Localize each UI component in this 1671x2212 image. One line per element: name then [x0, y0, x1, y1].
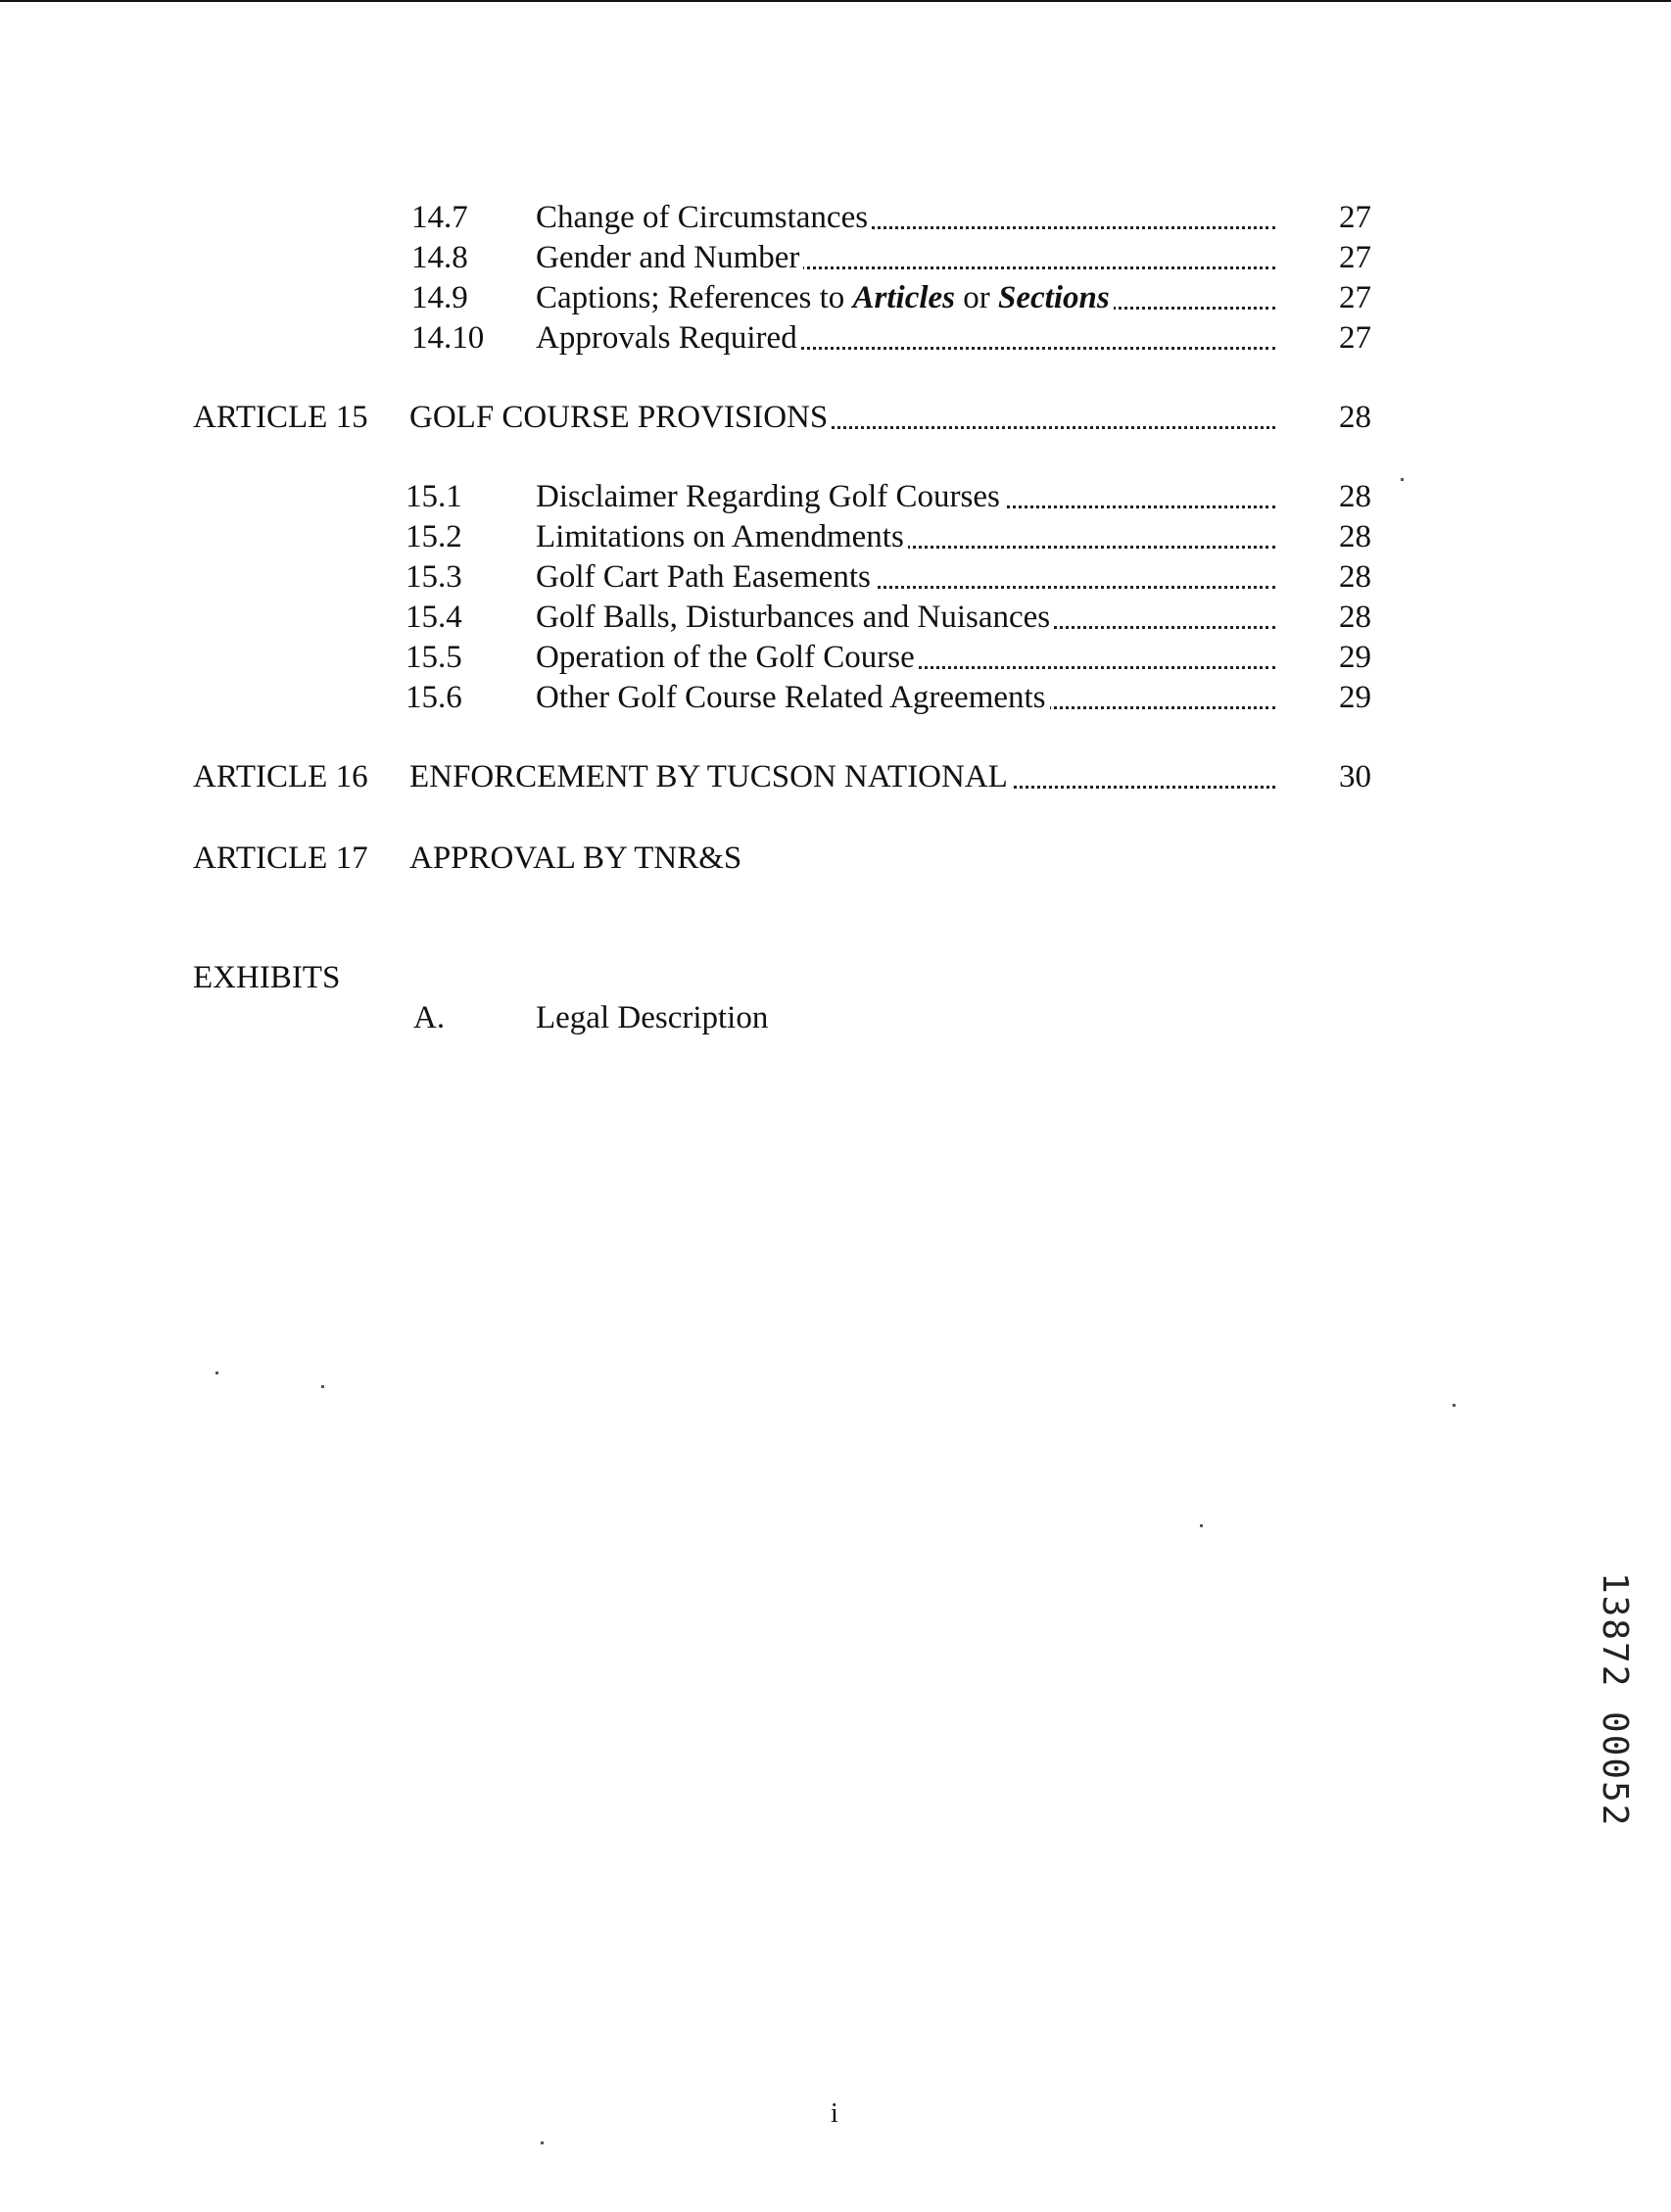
- section-number: 14.10: [411, 320, 485, 356]
- page-number: 28: [1339, 559, 1371, 595]
- scan-speck: [1200, 1524, 1203, 1527]
- section-number: 14.9: [411, 280, 468, 315]
- scan-speck: [321, 1385, 324, 1388]
- scan-speck: [1453, 1404, 1456, 1407]
- section-number: 15.1: [406, 479, 462, 514]
- article-title: ENFORCEMENT BY TUCSON NATIONAL: [409, 757, 1275, 796]
- section-title: Gender and Number: [536, 238, 1275, 277]
- page-number: 27: [1339, 200, 1371, 235]
- section-title: Captions; References to Articles or Sections: [536, 278, 1275, 317]
- page-number: 28: [1339, 400, 1371, 435]
- section-title: Approvals Required: [536, 318, 1275, 358]
- section-title: Change of Circumstances: [536, 198, 1275, 237]
- scan-speck: [1401, 478, 1404, 481]
- page-number: 28: [1339, 519, 1371, 554]
- section-title: Operation of the Golf Course: [536, 638, 1275, 677]
- footer-page-number: i: [831, 2098, 838, 2129]
- page-number: 28: [1339, 600, 1371, 635]
- section-number: 15.3: [406, 559, 462, 595]
- scan-speck: [541, 2141, 544, 2144]
- exhibit-title: Legal Description: [536, 1000, 769, 1035]
- section-number: 15.5: [406, 640, 462, 675]
- page-number: 29: [1339, 680, 1371, 715]
- article-label: ARTICLE 15: [193, 400, 368, 435]
- section-title: Disclaimer Regarding Golf Courses: [536, 477, 1275, 516]
- exhibits-heading: EXHIBITS: [193, 960, 341, 995]
- page-number: 27: [1339, 320, 1371, 356]
- section-title: Golf Cart Path Easements: [536, 557, 1275, 597]
- section-title: Other Golf Course Related Agreements: [536, 678, 1275, 717]
- section-number: 15.4: [406, 600, 462, 635]
- page-number: 29: [1339, 640, 1371, 675]
- page-number: 27: [1339, 280, 1371, 315]
- section-title: Golf Balls, Disturbances and Nuisances: [536, 598, 1275, 637]
- section-number: 14.8: [411, 240, 468, 275]
- page-number: 27: [1339, 240, 1371, 275]
- exhibit-letter: A.: [413, 1000, 446, 1035]
- section-number: 14.7: [411, 200, 468, 235]
- article-title: GOLF COURSE PROVISIONS: [409, 398, 1275, 437]
- section-title: Limitations on Amendments: [536, 517, 1275, 556]
- document-stamp: 13872 00052: [1595, 1572, 1635, 1828]
- section-number: 15.6: [406, 680, 462, 715]
- page-number: 30: [1339, 759, 1371, 794]
- scan-speck: [215, 1371, 218, 1374]
- article-label: ARTICLE 16: [193, 759, 368, 794]
- article-label: ARTICLE 17: [193, 841, 368, 876]
- top-border: [0, 0, 1671, 2]
- section-number: 15.2: [406, 519, 462, 554]
- page-number: 28: [1339, 479, 1371, 514]
- article-title: APPROVAL BY TNR&S: [409, 841, 742, 876]
